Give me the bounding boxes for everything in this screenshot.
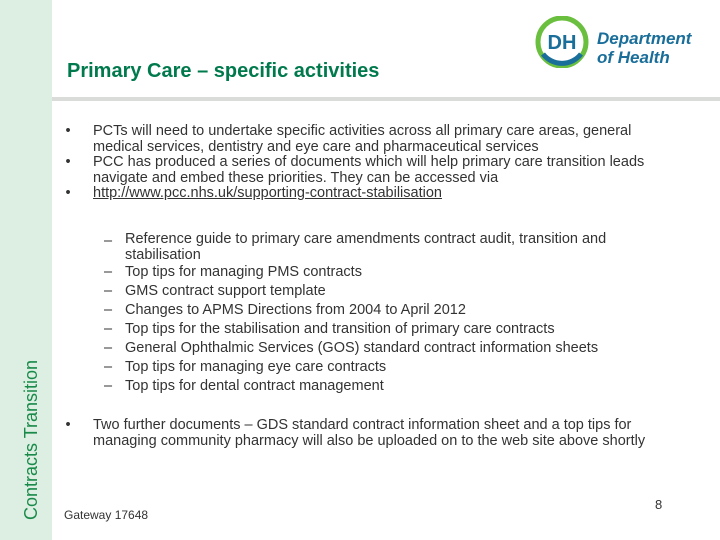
page-title: Primary Care – specific activities [67, 60, 380, 82]
dash-marker: – [104, 321, 113, 337]
list-item [104, 377, 674, 396]
final-bullet [64, 418, 674, 449]
list-item-text: Top tips for managing eye care contracts [125, 359, 387, 375]
list-item [104, 263, 674, 282]
page-number: 8 [655, 497, 663, 512]
bullet-item [64, 186, 674, 202]
list-item [104, 320, 674, 339]
list-item-text: Top tips for managing PMS contracts [125, 264, 362, 280]
bullet-item [64, 155, 674, 186]
logo-line-1: Department [597, 29, 692, 48]
bullet-marker: • [65, 123, 71, 139]
bullet-item [64, 124, 674, 155]
list-item-text: Changes to APMS Directions from 2004 to April 2012 [125, 302, 466, 318]
dh-logo [535, 16, 700, 71]
bullet-marker: • [65, 185, 71, 201]
list-item-text: Top tips for the stabilisation and transition of primary care contracts [125, 321, 555, 337]
list-item [104, 339, 674, 358]
logo-badge-text: DH [547, 32, 577, 54]
dh-logo-icon [535, 16, 591, 68]
dash-marker: – [104, 264, 113, 280]
bullet-marker: • [65, 154, 71, 170]
list-item-text: GMS contract support template [125, 283, 326, 299]
bullet-item [64, 418, 674, 449]
list-item-text: Top tips for dental contract management [125, 378, 384, 394]
list-item [104, 301, 674, 320]
bullet-text: Two further documents – GDS standard contract information sheet and a top tips for managing community pharmacy will also be uploaded on to the web site above shortly [93, 417, 646, 449]
bullet-text: PCC has produced a series of documents which will help primary care transition leads navigate and embed these priorities. They can be accessed via [93, 154, 645, 186]
bullet-marker: • [65, 417, 71, 433]
dash-marker: – [104, 378, 113, 394]
list-item-text: Reference guide to primary care amendments contract audit, transition and stabilisation [125, 231, 607, 263]
list-item [104, 358, 674, 377]
dash-marker: – [104, 302, 113, 318]
dash-marker: – [104, 233, 113, 249]
bullet-text: PCTs will need to undertake specific activities across all primary care areas, general medical services, dentistry and eye care and pharmaceutical services [93, 123, 632, 155]
document-list [104, 232, 674, 396]
logo-line-2: of Health [597, 48, 670, 67]
dash-marker: – [104, 359, 113, 375]
gateway-reference: Gateway 17648 [64, 508, 149, 522]
list-item [104, 282, 674, 301]
pcc-link[interactable]: http://www.pcc.nhs.uk/supporting-contract-stabilisation [93, 185, 442, 201]
side-label: Contracts Transition [21, 359, 41, 520]
title-divider [52, 97, 720, 101]
dash-marker: – [104, 283, 113, 299]
dash-marker: – [104, 340, 113, 356]
list-item-text: General Ophthalmic Services (GOS) standard contract information sheets [125, 340, 599, 356]
list-item [104, 232, 674, 263]
bullet-list [64, 124, 674, 202]
